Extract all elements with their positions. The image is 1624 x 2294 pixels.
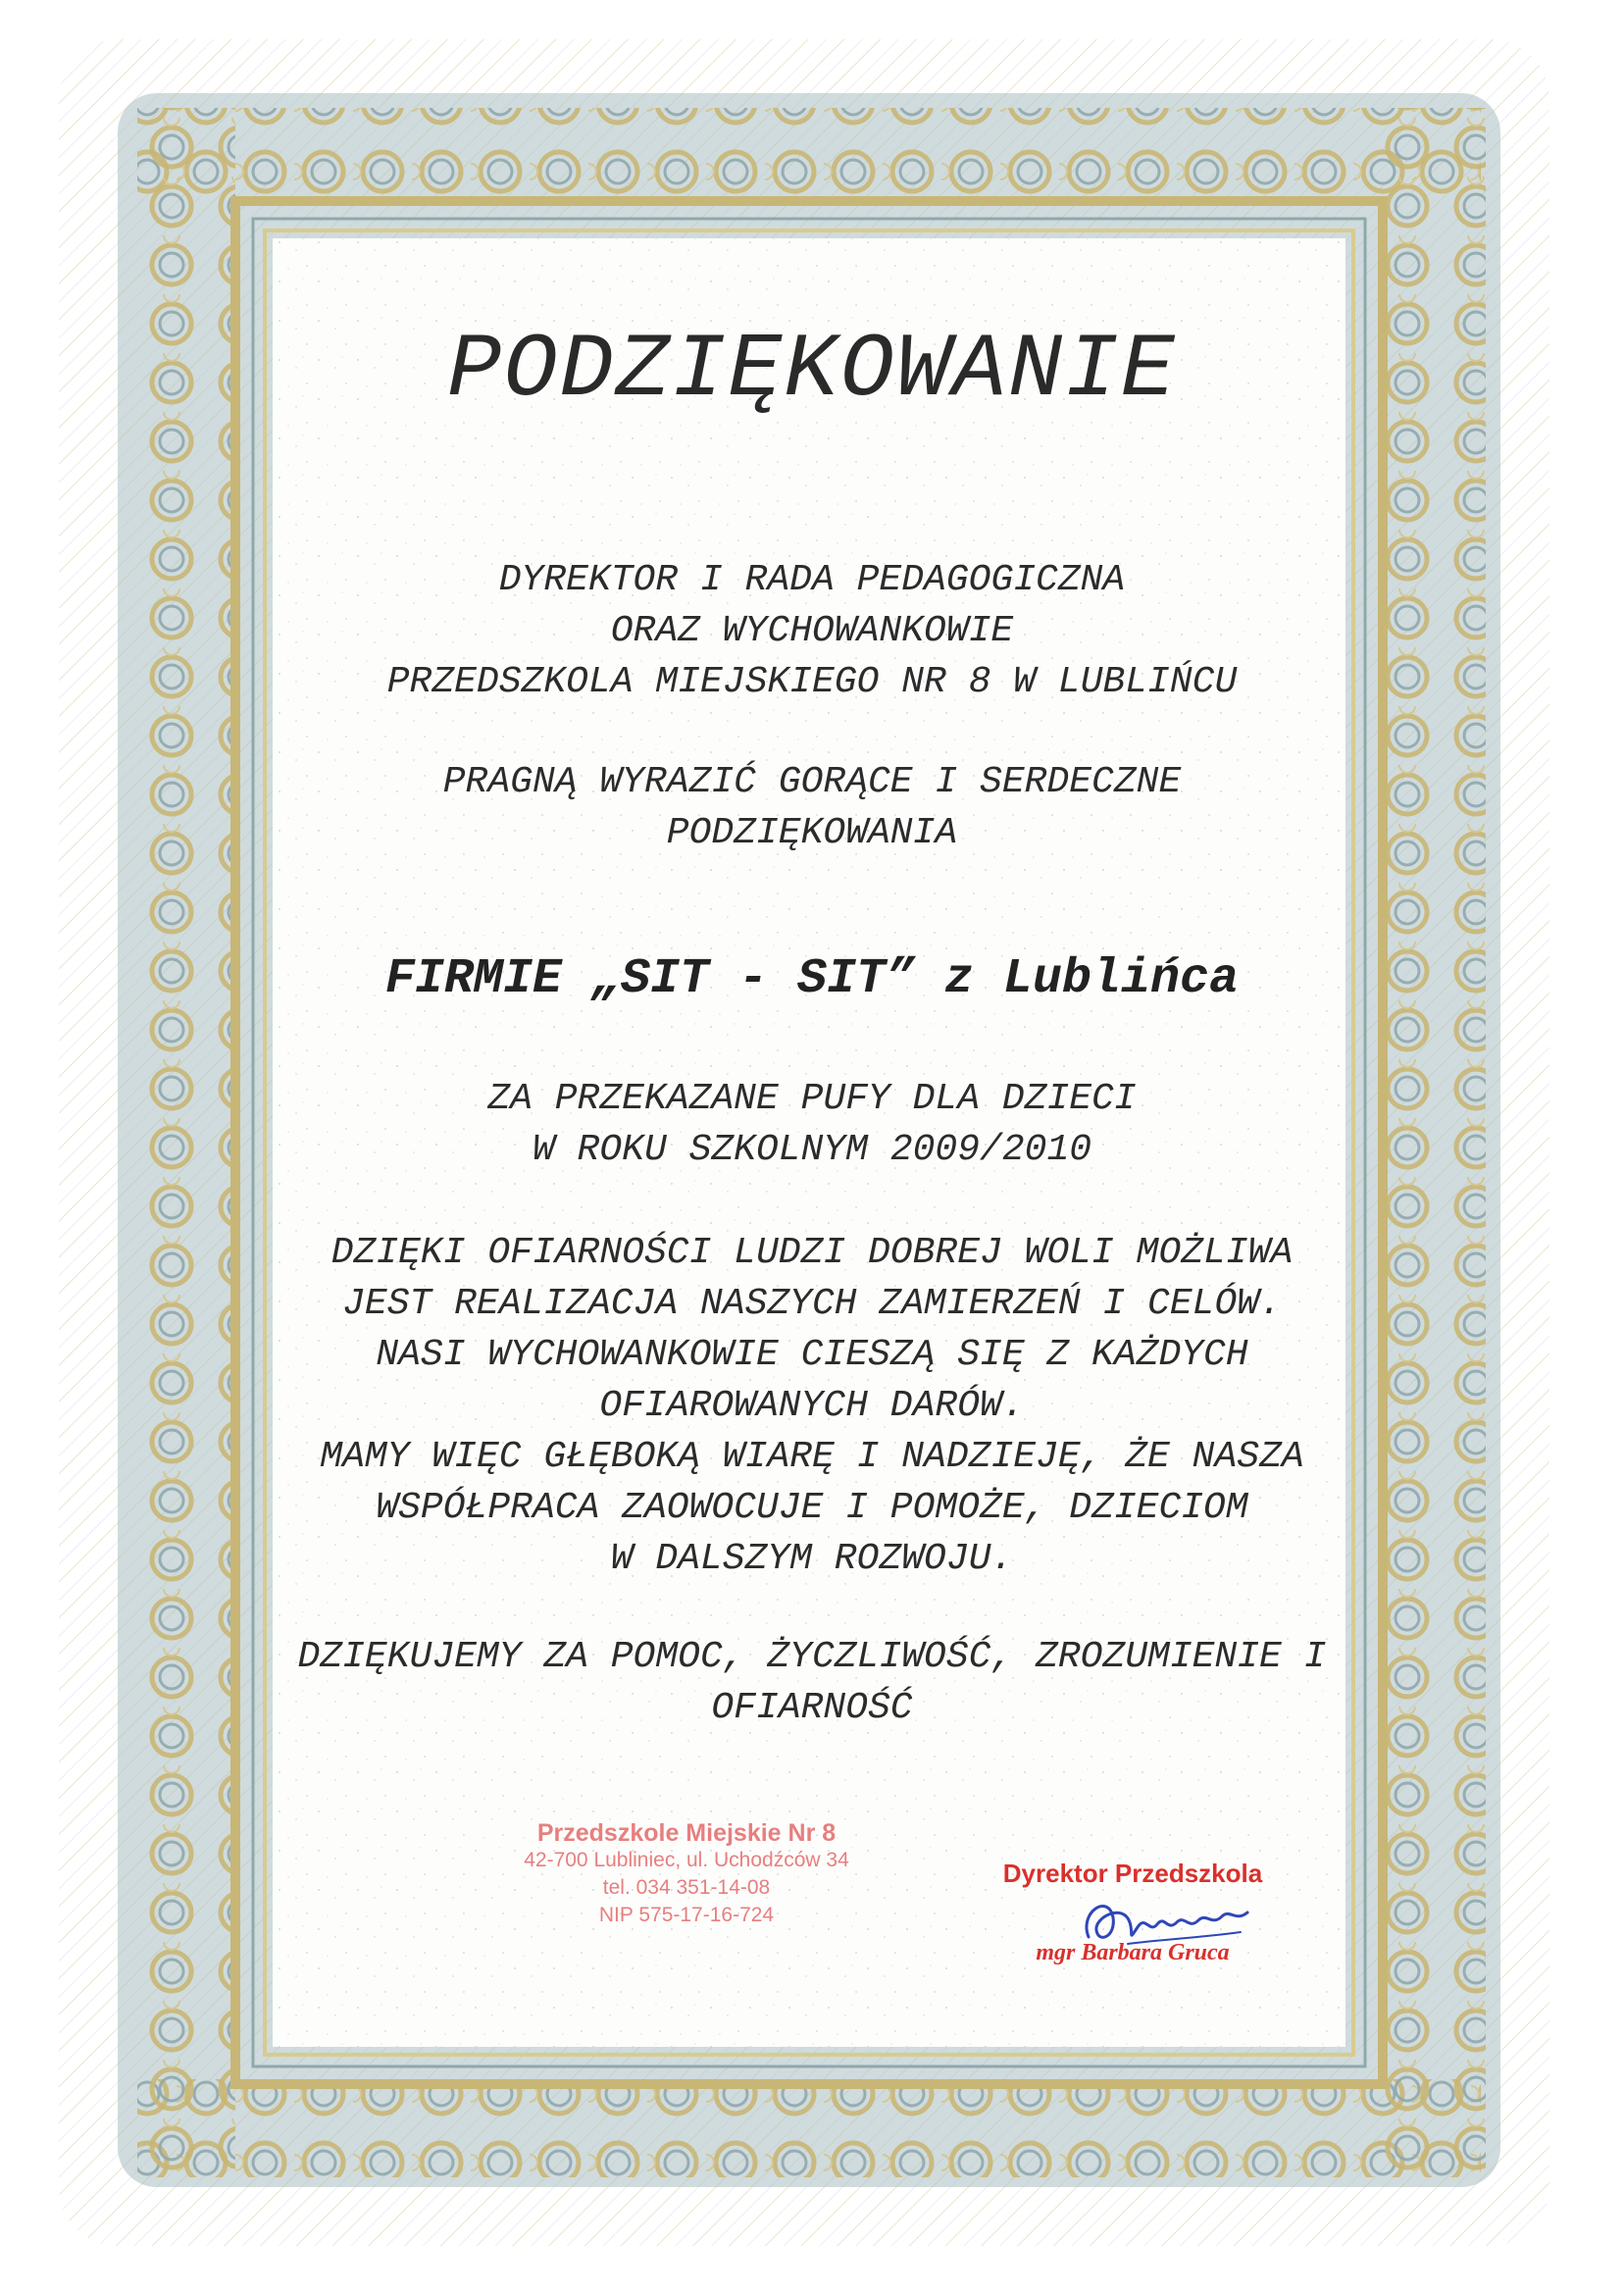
stamp-nip: NIP 575-17-16-724 bbox=[598, 1904, 775, 1926]
message-line: OFIAROWANYCH DARÓW. bbox=[599, 1385, 1025, 1427]
message-line: DZIĘKI OFIARNOŚCI LUDZI DOBREJ WOLI MOŻLIWA bbox=[330, 1232, 1294, 1274]
stamp-address: 42-700 Lubliniec, ul. Uchodźców 34 bbox=[524, 1849, 849, 1871]
message-line: W DALSZYM ROZWOJU. bbox=[610, 1538, 1014, 1580]
stamp-phone: tel. 034 351-14-08 bbox=[602, 1876, 771, 1899]
certificate-title: PODZIĘKOWANIE bbox=[447, 319, 1177, 422]
wish-line: PODZIĘKOWANIA bbox=[666, 812, 958, 854]
closing-line: OFIARNOŚĆ bbox=[711, 1687, 913, 1729]
director-title: Dyrektor Przedszkola bbox=[1002, 1859, 1263, 1888]
from-line: PRZEDSZKOLA MIEJSKIEGO NR 8 W LUBLIŃCU bbox=[386, 661, 1238, 703]
message-line: WSPÓŁPRACA ZAOWOCUJE I POMOŻE, DZIECIOM bbox=[376, 1487, 1248, 1529]
from-line: ORAZ WYCHOWANKOWIE bbox=[610, 610, 1014, 652]
handwritten-signature bbox=[1069, 1883, 1265, 1962]
from-line: DYREKTOR I RADA PEDAGOGICZNA bbox=[498, 559, 1126, 601]
reason-line: W ROKU SZKOLNYM 2009/2010 bbox=[532, 1129, 1092, 1171]
message-line: JEST REALIZACJA NASZYCH ZAMIERZEŃ I CELÓW. bbox=[342, 1283, 1282, 1325]
message-line: NASI WYCHOWANKOWIE CIESZĄ SIĘ Z KAŻDYCH bbox=[376, 1334, 1248, 1376]
message-line: MAMY WIĘC GŁĘBOKĄ WIARĘ I NADZIEJĘ, ŻE NASZA bbox=[320, 1436, 1304, 1478]
wish-line: PRAGNĄ WYRAZIĆ GORĄCE I SERDECZNE bbox=[442, 761, 1182, 803]
recipient-name: FIRMIE „SIT - SIT” z Lublińca bbox=[384, 951, 1240, 1007]
stamp-name: Przedszkole Miejskie Nr 8 bbox=[536, 1819, 837, 1847]
kindergarten-stamp bbox=[441, 1819, 932, 1929]
reason-line: ZA PRZEKAZANE PUFY DLA DZIECI bbox=[487, 1078, 1137, 1120]
closing-line: DZIĘKUJEMY ZA POMOC, ŻYCZLIWOŚĆ, ZROZUMIENIE I bbox=[297, 1636, 1327, 1678]
director-name: mgr Barbara Gruca bbox=[1036, 1940, 1230, 1965]
